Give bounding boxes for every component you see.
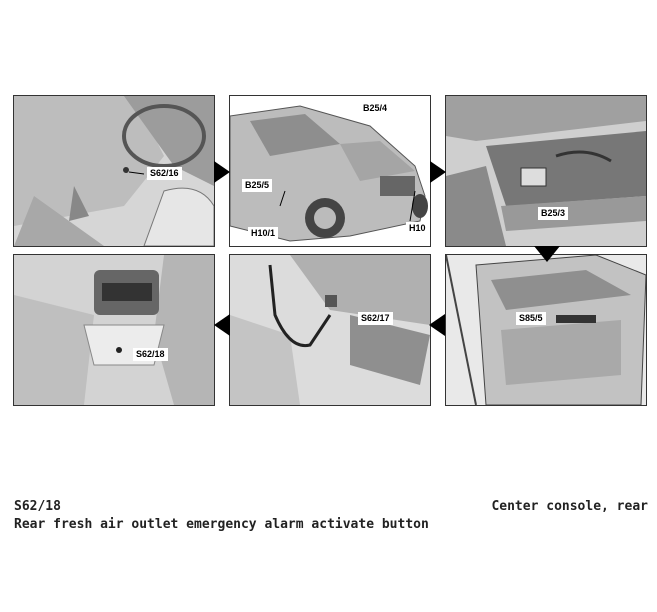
callout-label: B25/3 (538, 207, 568, 220)
panel-rear-center-console (13, 254, 215, 406)
callout-label: H10 (406, 222, 429, 235)
panel-driver-footwell (229, 254, 431, 406)
callout-label: B25/5 (242, 179, 272, 192)
footwell-illustration (14, 96, 214, 246)
arrow-left-icon (429, 314, 445, 336)
panel-trunk-compartment (445, 95, 647, 247)
arrow-down-icon (534, 246, 560, 262)
component-description: Rear fresh air outlet emergency alarm activate button (14, 517, 429, 532)
arrow-right-icon (430, 161, 446, 183)
callout-label: B25/4 (360, 102, 390, 115)
panel-vehicle-exterior (229, 95, 431, 247)
arrow-left-icon (214, 314, 230, 336)
door-illustration (446, 255, 646, 405)
callout-label: S62/17 (358, 312, 393, 325)
callout-label: S85/5 (516, 312, 546, 325)
car-illustration (230, 96, 430, 246)
panel-interior-front-footwell (13, 95, 215, 247)
rear-console-illustration (14, 255, 214, 405)
driver-footwell-illustration (230, 255, 430, 405)
callout-label: S62/18 (133, 348, 168, 361)
component-location: Center console, rear (491, 499, 648, 514)
component-code: S62/18 (14, 499, 61, 514)
panel-front-door (445, 254, 647, 406)
callout-label: S62/16 (147, 167, 182, 180)
arrow-right-icon (214, 161, 230, 183)
callout-label: H10/1 (248, 227, 278, 240)
trunk-illustration (446, 96, 646, 246)
